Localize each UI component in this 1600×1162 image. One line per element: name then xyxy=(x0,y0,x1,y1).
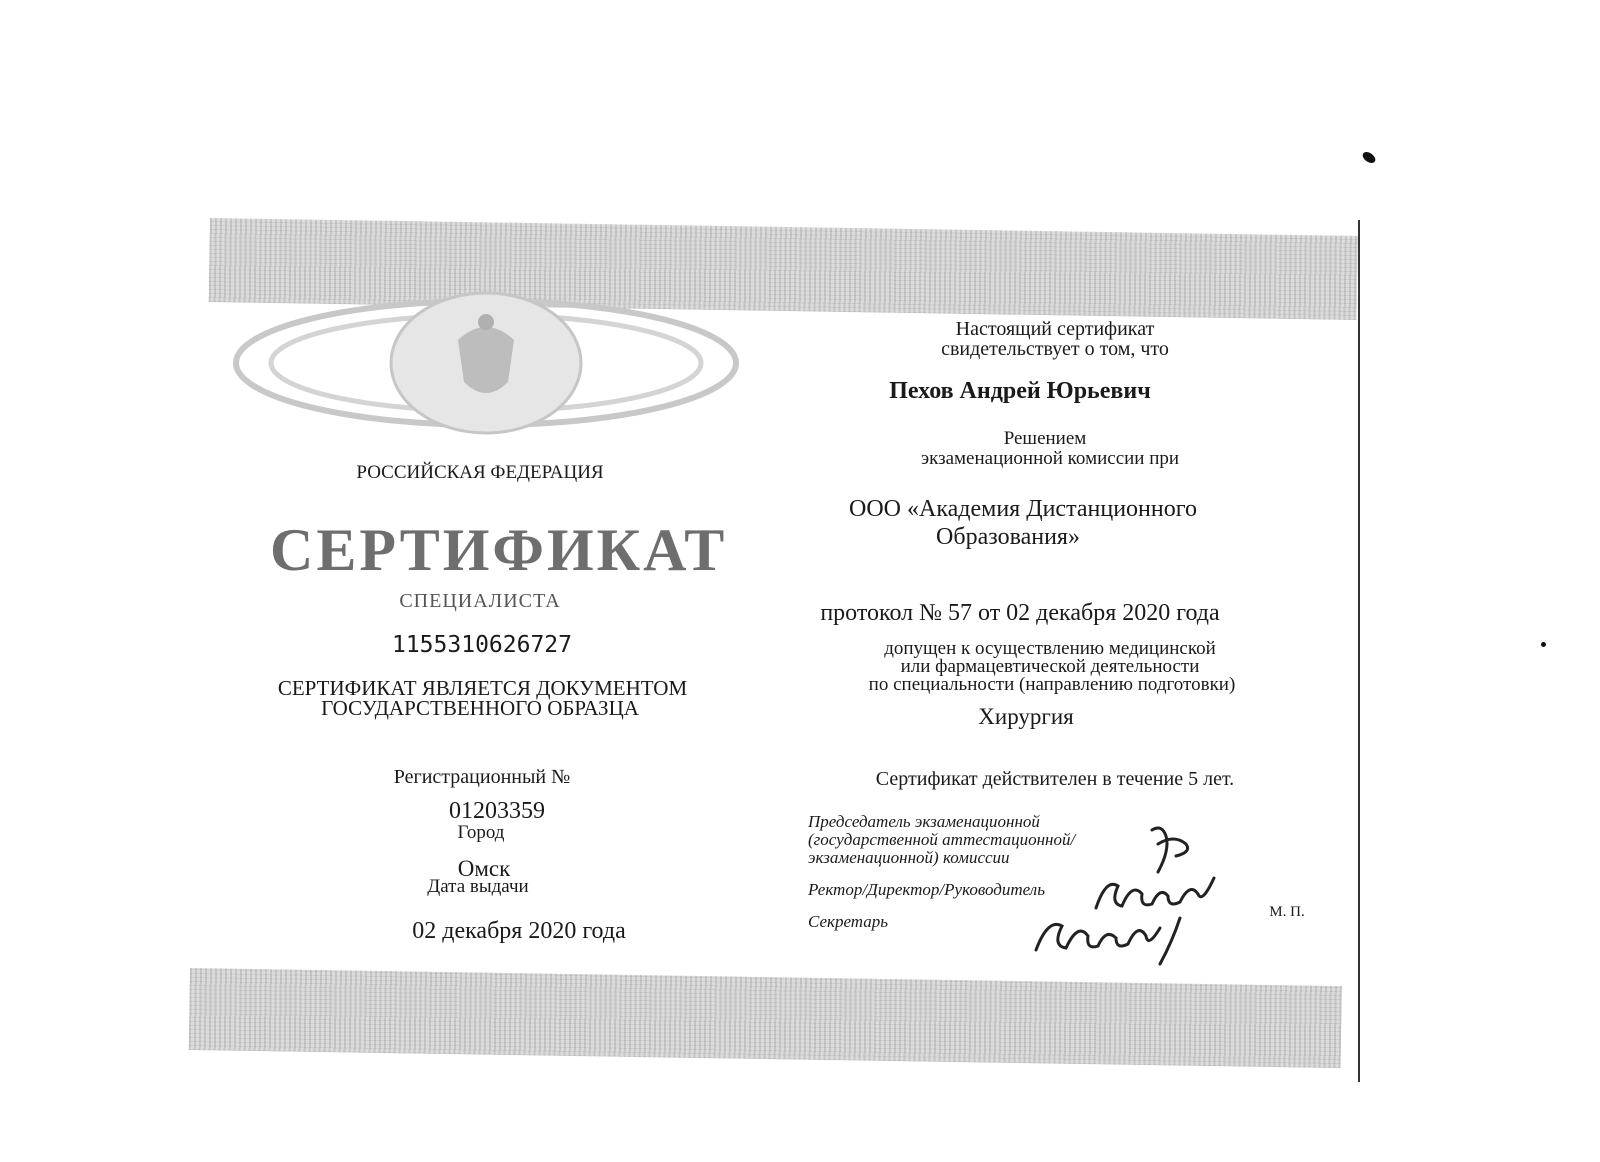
admission-line-3: по специальности (направлению подготовки) xyxy=(868,674,1236,695)
city-label: Город xyxy=(457,822,505,843)
intro-line-1: Настоящий сертификат xyxy=(955,318,1155,340)
status-line-2: ГОСУДАРСТВЕННОГО ОБРАЗЦА xyxy=(321,696,639,720)
secretary-signature xyxy=(1030,898,1190,968)
certificate-number: 1155310626727 xyxy=(391,632,572,658)
chairman-line-2: (государственной аттестационной/ xyxy=(808,830,1076,849)
city-value: Омск xyxy=(457,856,511,881)
country-name: РОССИЙСКАЯ ФЕДЕРАЦИЯ xyxy=(356,462,604,483)
chairman-line-3: экзаменационной) комиссии xyxy=(808,848,1010,867)
reg-number: 01203359 xyxy=(449,798,545,824)
reg-number-label: Регистрационный № xyxy=(393,766,571,788)
status-line-1: СЕРТИФИКАТ ЯВЛЯЕТСЯ ДОКУМЕНТОМ xyxy=(277,676,688,700)
chairman-line-1: Председатель экзаменационной xyxy=(808,812,1040,831)
organization-line-1: ООО «Академия Дистанционного xyxy=(849,496,1197,522)
state-emblem-icon xyxy=(226,288,746,438)
scan-speck xyxy=(1361,150,1378,165)
decision-line-1: Решением xyxy=(1003,428,1087,449)
page-edge-line xyxy=(1358,220,1360,1082)
issue-date-label: Дата выдачи xyxy=(427,876,529,897)
validity-statement: Сертификат действителен в течение 5 лет. xyxy=(875,768,1235,790)
certificate-subtitle: СПЕЦИАЛИСТА xyxy=(399,590,561,612)
holder-name: Пехов Андрей Юрьевич xyxy=(889,378,1151,404)
admission-line-2: или фармацевтической деятельности xyxy=(900,656,1200,677)
decision-line-2: экзаменационной комиссии при xyxy=(920,448,1180,469)
seal-place-label: М. П. xyxy=(1269,904,1305,920)
secretary-label: Секретарь xyxy=(808,912,888,931)
specialty: Хирургия xyxy=(978,704,1074,729)
guilloche-band-bottom xyxy=(189,968,1342,1068)
rector-label: Ректор/Директор/Руководитель xyxy=(808,880,1045,899)
intro-line-2: свидетельствует о том, что xyxy=(941,338,1169,360)
scan-speck xyxy=(1541,642,1546,647)
admission-line-1: допущен к осуществлению медицинской xyxy=(884,638,1216,659)
certificate-title: СЕРТИФИКАТ xyxy=(270,517,728,583)
protocol-line: протокол № 57 от 02 декабря 2020 года xyxy=(820,600,1220,626)
issue-date: 02 декабря 2020 года xyxy=(412,918,626,944)
organization-line-2: Образования» xyxy=(936,524,1080,550)
